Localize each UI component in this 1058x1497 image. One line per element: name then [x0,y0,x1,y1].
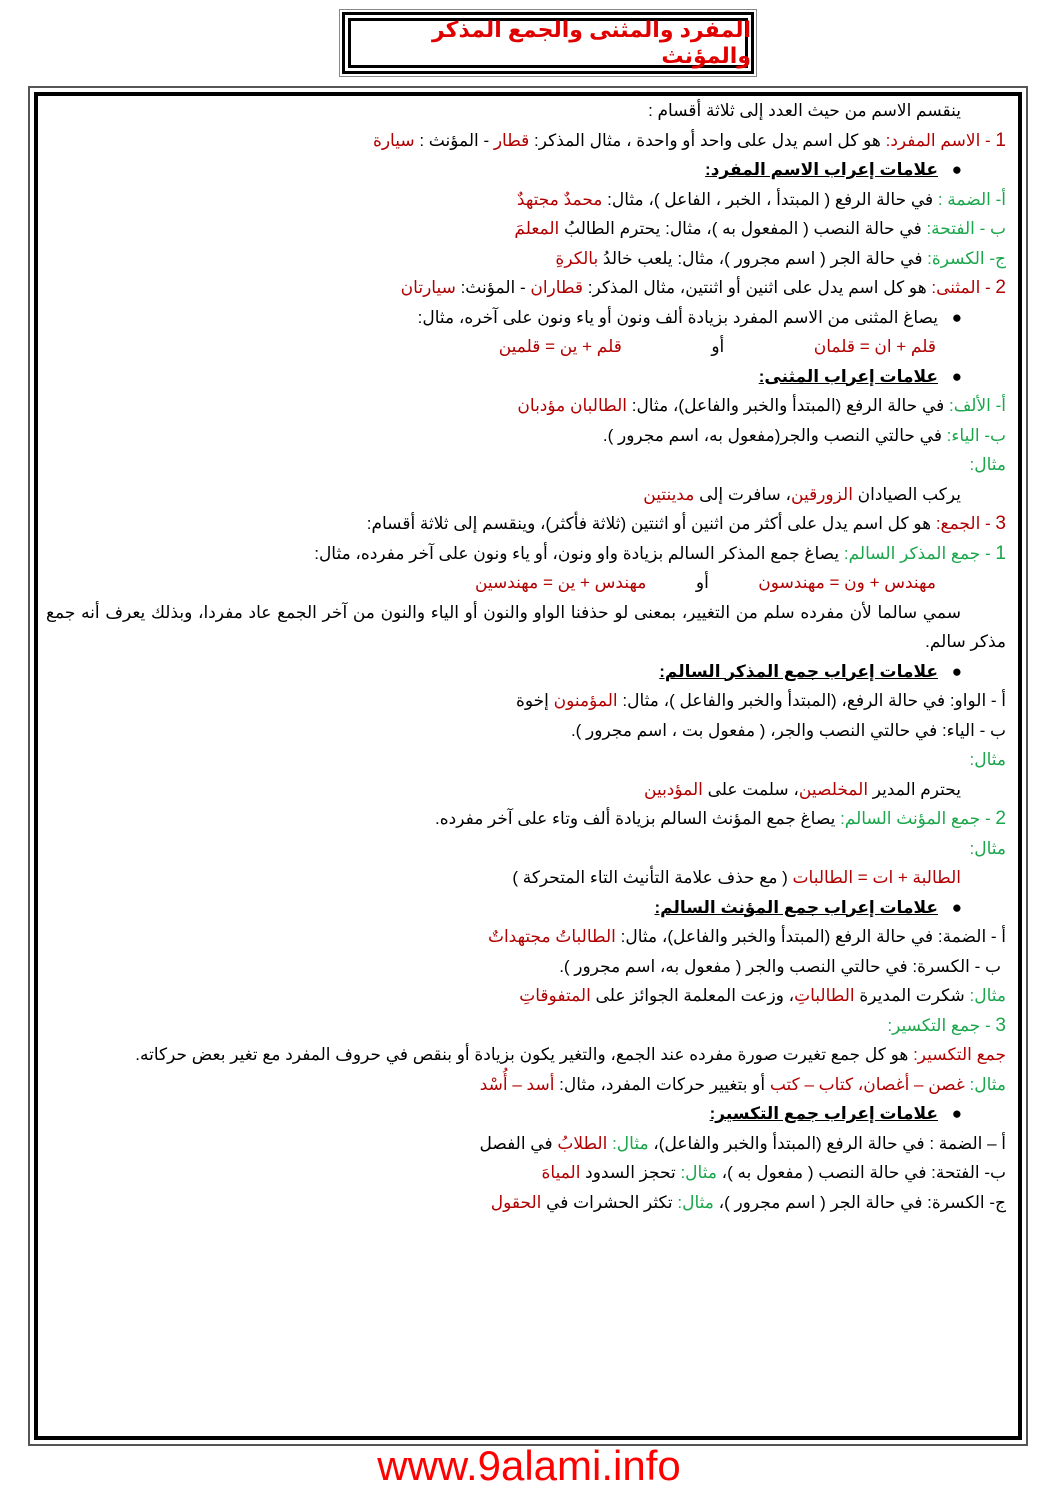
masc-sound-example-label: مثال: [969,750,1006,769]
singular-sign-3: ج- الكسرة: في حالة الجر ( اسم مجرور )، مثال: يلعب خالدُ بالكرةِ [555,248,1006,268]
dual-sign-1: أ- الألف: في حالة الرفع (المبتدأ والخبر والفاعل)، مثال: الطالبان مؤدبان [517,396,1006,415]
fem-sound-heading: ● علامات إعراب جمع المؤنث السالم: [46,893,1006,923]
broken-sign-2: ب- الفتحة: في حالة النصب ( مفعول به )، مثال: تحجز السدود المياهَ [541,1163,1006,1182]
masc-sound-sentence: يحترم المدير المخلصين، سلمت على المؤدبين [644,779,961,799]
bullet-icon: ● [951,366,962,386]
broken-sign-1: أ – الضمة : في حالة الرفع (المبتدأ والخبر والفاعل)، مثال: الطلابُ في الفصل [479,1133,1006,1153]
fem-sound-sign-2: ب - الكسرة: في حالتي النصب والجر ( مفعول به، اسم مجرور ). [559,956,1001,976]
bullet-icon: ● [951,897,962,917]
dual-examples: قلم + ان = قلمان أو قلم + ين = قلمين [498,337,936,356]
dual-sign-2: ب- الياء: في حالتي النصب والجر(مفعول به، اسم مجرور ). [602,425,1006,445]
singular-heading: ● علامات إعراب الاسم المفرد: [46,155,1006,185]
singular-sign-1: أ- الضمة : في حالة الرفع ( المبتدأ ، الخبر ، الفاعل )، مثال: محمدٌ مجتهدٌ [516,189,1006,209]
bullet-icon: ● [951,160,962,179]
plural-definition: 3 - الجمع: هو كل اسم يدل على أكثر من اثنين أو اثنتين (ثلاثة فأكثر)، وينقسم إلى ثلاثة أقسام: [366,513,1006,534]
website-link[interactable]: www.9alami.info [377,1442,681,1489]
fem-sound-example-label: مثال: [969,838,1006,858]
fem-sound-sentence: مثال: شكرت المديرة الطالباتِ، وزعت المعلمة الجوائز على المتفوقاتِ [519,986,1006,1005]
dual-heading: ● علامات إعراب المثنى: [46,362,1006,392]
masc-sound-sign-1: أ - الواو: في حالة الرفع، (المبتدأ والخبر والفاعل )، مثال: المؤمنون إخوة [515,691,1006,710]
intro: ينقسم الاسم من حيث العدد إلى ثلاثة أقسام : [648,101,961,120]
singular-definition: 1 - الاسم المفرد: هو كل اسم يدل على واحد أو واحدة ، مثال المذكر: قطار - المؤنث : سيارة [372,129,1006,151]
dual-example-label: مثال: [969,455,1006,474]
fem-sound-definition: 2 - جمع المؤنث السالم: يصاغ جمع المؤنث السالم بزيادة ألف وتاء على آخر مفرده. [435,808,1006,829]
broken-sign-3: ج- الكسرة: في حالة الجر ( اسم مجرور )، مثال: تكثر الحشرات في الحقول [490,1192,1006,1212]
masc-sound-examples: مهندس + ون = مهندسون أو مهندس + ين = مهندسين [474,573,936,592]
broken-plural-definition: جمع التكسير: هو كل جمع تغيرت صورة مفرده عند الجمع، والتغير يكون بزيادة أو بنقص في حروف المفرد مع تغير بعض حركاته. [135,1045,1006,1064]
fem-sound-example: الطالبة + ات = الطالبات ( مع حذف علامة التأنيث التاء المتحركة ) [512,868,961,887]
masc-sound-explanation: سمي سالما لأن مفرده سلم من التغيير، بمعنى لو حذفنا الواو والنون أو الياء والنون من آخر الجمع عاد مفردا، وبذلك يعرف أنه جمع مذكر سالم. [46,602,1006,651]
singular-sign-2: ب - الفتحة: في حالة النصب ( المفعول به )، مثال: يحترم الطالبُ المعلمَ [514,219,1006,238]
fem-sound-sign-1: أ - الضمة: في حالة الرفع (المبتدأ والخبر والفاعل)، مثال: الطالباتُ مجتهداتٌ [487,927,1006,946]
title-box [342,12,754,74]
dual-formation: ● يصاغ المثنى من الاسم المفرد بزيادة ألف ونون أو ياء ونون على آخره، مثال: [46,303,1006,333]
masc-sound-heading: ● علامات إعراب جمع المذكر السالم: [46,657,1006,687]
bullet-icon: ● [951,1104,962,1123]
masc-sound-sign-2: ب - الياء: في حالتي النصب والجر، ( مفعول بت ، اسم مجرور ). [570,720,1006,740]
bullet-icon: ● [951,661,962,681]
broken-plural-heading: ● علامات إعراب جمع التكسير: [46,1099,1006,1129]
bullet-icon: ● [951,307,962,327]
singular-label: - الاسم المفرد: [885,130,991,150]
broken-plural-title: 3 - جمع التكسير: [887,1014,1006,1036]
masc-sound-definition: 1 - جمع المذكر السالم: يصاغ جمع المذكر السالم بزيادة واو ونون، أو ياء ونون على آخر مفرده، مثال: [314,542,1006,564]
dual-sentence: يركب الصيادان الزورقين، سافرت إلى مدينتين [643,484,961,504]
broken-plural-examples: مثال: غصن – أغصان، كتاب – كتب أو بتغيير حركات المفرد، مثال: أسد – أُسْد [479,1074,1006,1094]
dual-definition: 2 - المثنى: هو كل اسم يدل على اثنين أو اثنتين، مثال المذكر: قطاران - المؤنث: سيارتان [400,277,1006,298]
page-title: المفرد والمثنى والجمع المذكر والمؤنث [432,17,751,68]
lesson-content [46,96,1006,1217]
